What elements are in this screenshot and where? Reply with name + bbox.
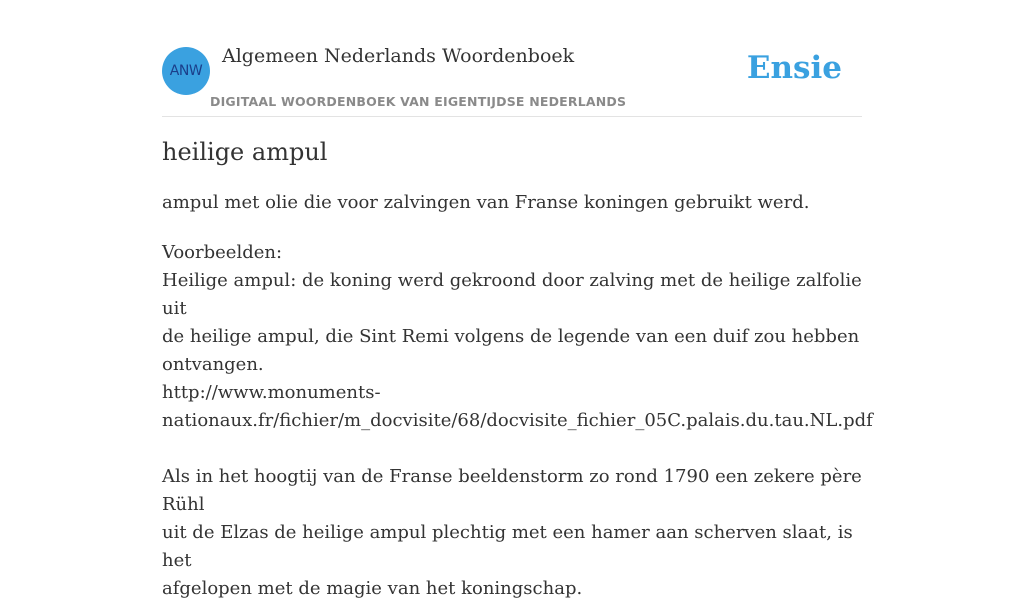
examples-section (162, 239, 873, 603)
entry-definition: ampul met olie die voor zalvingen van Franse koningen gebruikt werd. (162, 192, 810, 213)
example-line: Heilige ampul: de koning werd gekroond door zalving met de heilige zalfolie uit (162, 270, 862, 319)
example-line: uit de Elzas de heilige ampul plechtig met een hamer aan scherven slaat, is het (162, 522, 853, 571)
entry-title: heilige ampul (162, 138, 328, 166)
example-source-line: nationaux.fr/fichier/m_docvisite/68/docvisite_fichier_05C.palais.du.tau.NL.pdf (162, 410, 873, 431)
example-line: ontvangen. (162, 354, 264, 375)
examples-label: Voorbeelden: (162, 242, 283, 263)
example-source-line: http://www.monuments- (162, 382, 381, 403)
example-line: Als in het hoogtij van de Franse beeldenstorm zo rond 1790 een zekere père Rühl (162, 466, 862, 515)
example-line: afgelopen met de magie van het koningschap. (162, 578, 583, 599)
site-subtitle: DIGITAAL WOORDENBOEK VAN EIGENTIJDSE NEDERLANDS (210, 94, 627, 109)
page (162, 0, 873, 599)
example-line: de heilige ampul, die Sint Remi volgens de legende van een duif zou hebben (162, 326, 860, 347)
anw-logo[interactable] (162, 47, 210, 95)
site-title[interactable]: Algemeen Nederlands Woordenboek (222, 45, 575, 67)
site-header (162, 0, 862, 117)
example-spacer (162, 435, 862, 463)
ensie-brand-link[interactable]: Ensie (746, 50, 842, 86)
logo-text: ANW (169, 63, 203, 79)
